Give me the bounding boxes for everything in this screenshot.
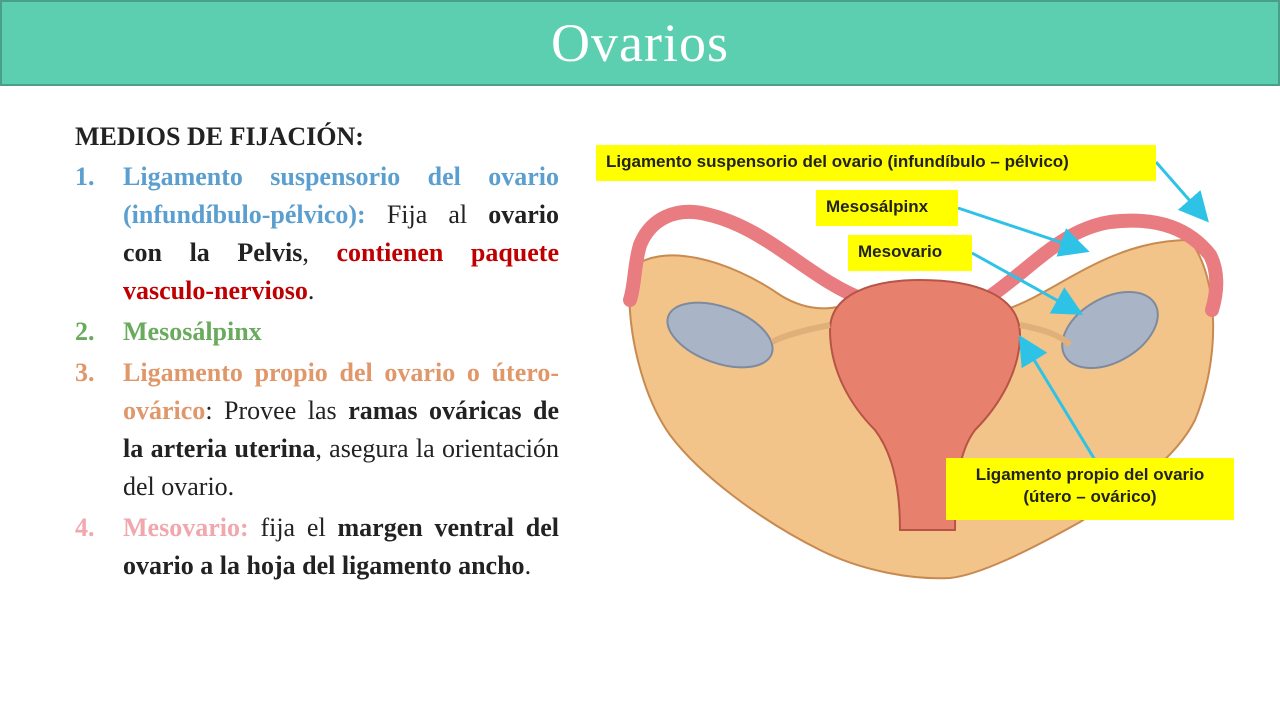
text: : Provee las — [205, 396, 349, 425]
list-item-3 — [75, 354, 559, 506]
anatomy-figure — [590, 130, 1250, 590]
text: . — [524, 551, 532, 580]
term-mesovario: Mesovario: — [123, 513, 249, 542]
list-item-4 — [75, 509, 559, 585]
text: , — [302, 238, 337, 267]
arrow-suspensory — [1156, 162, 1205, 218]
list-number: 1. — [75, 162, 95, 191]
label-mesosalpinx: Mesosálpinx — [816, 190, 958, 226]
list-number: 3. — [75, 358, 95, 387]
label-suspensory-ligament: Ligamento suspensorio del ovario (infundíbulo – pélvico) — [596, 145, 1156, 181]
label-proper-line1: Ligamento propio del ovario — [975, 465, 1205, 484]
list-item-2 — [75, 313, 559, 351]
text: . — [307, 276, 315, 305]
fixation-list — [75, 158, 559, 585]
label-proper-ligament — [946, 458, 1234, 520]
list-item-1 — [75, 158, 559, 310]
label-mesovario: Mesovario — [848, 235, 972, 271]
label-proper-line2: (útero – ovárico) — [1023, 487, 1157, 506]
text-column — [75, 118, 559, 588]
slide-title: Ovarios — [551, 13, 729, 73]
list-number: 4. — [75, 513, 95, 542]
bold-text: margen ventral del ovario a la hoja del ligamento ancho — [123, 513, 559, 580]
list-number: 2. — [75, 317, 95, 346]
term-proper-ligament: Ligamento propio del ovario o útero-ovárico — [123, 358, 559, 425]
title-bar — [0, 0, 1280, 86]
section-heading: MEDIOS DE FIJACIÓN: — [75, 122, 364, 151]
term-suspensory-ligament: Ligamento suspensorio del ovario (infundíbulo-pélvico): — [123, 162, 559, 229]
text: Fija al — [365, 200, 489, 229]
bold-text: ramas ováricas de la arteria uterina — [123, 396, 559, 463]
bold-text: ovario con la Pelvis — [123, 200, 559, 267]
term-mesosalpinx: Mesosálpinx — [123, 317, 262, 346]
text: fija el — [248, 513, 338, 542]
text: , asegura la orientación del ovario. — [123, 434, 560, 501]
highlight-text: contienen paquete vasculo-nervioso — [123, 238, 560, 305]
arrow-mesosalpinx — [958, 208, 1084, 250]
